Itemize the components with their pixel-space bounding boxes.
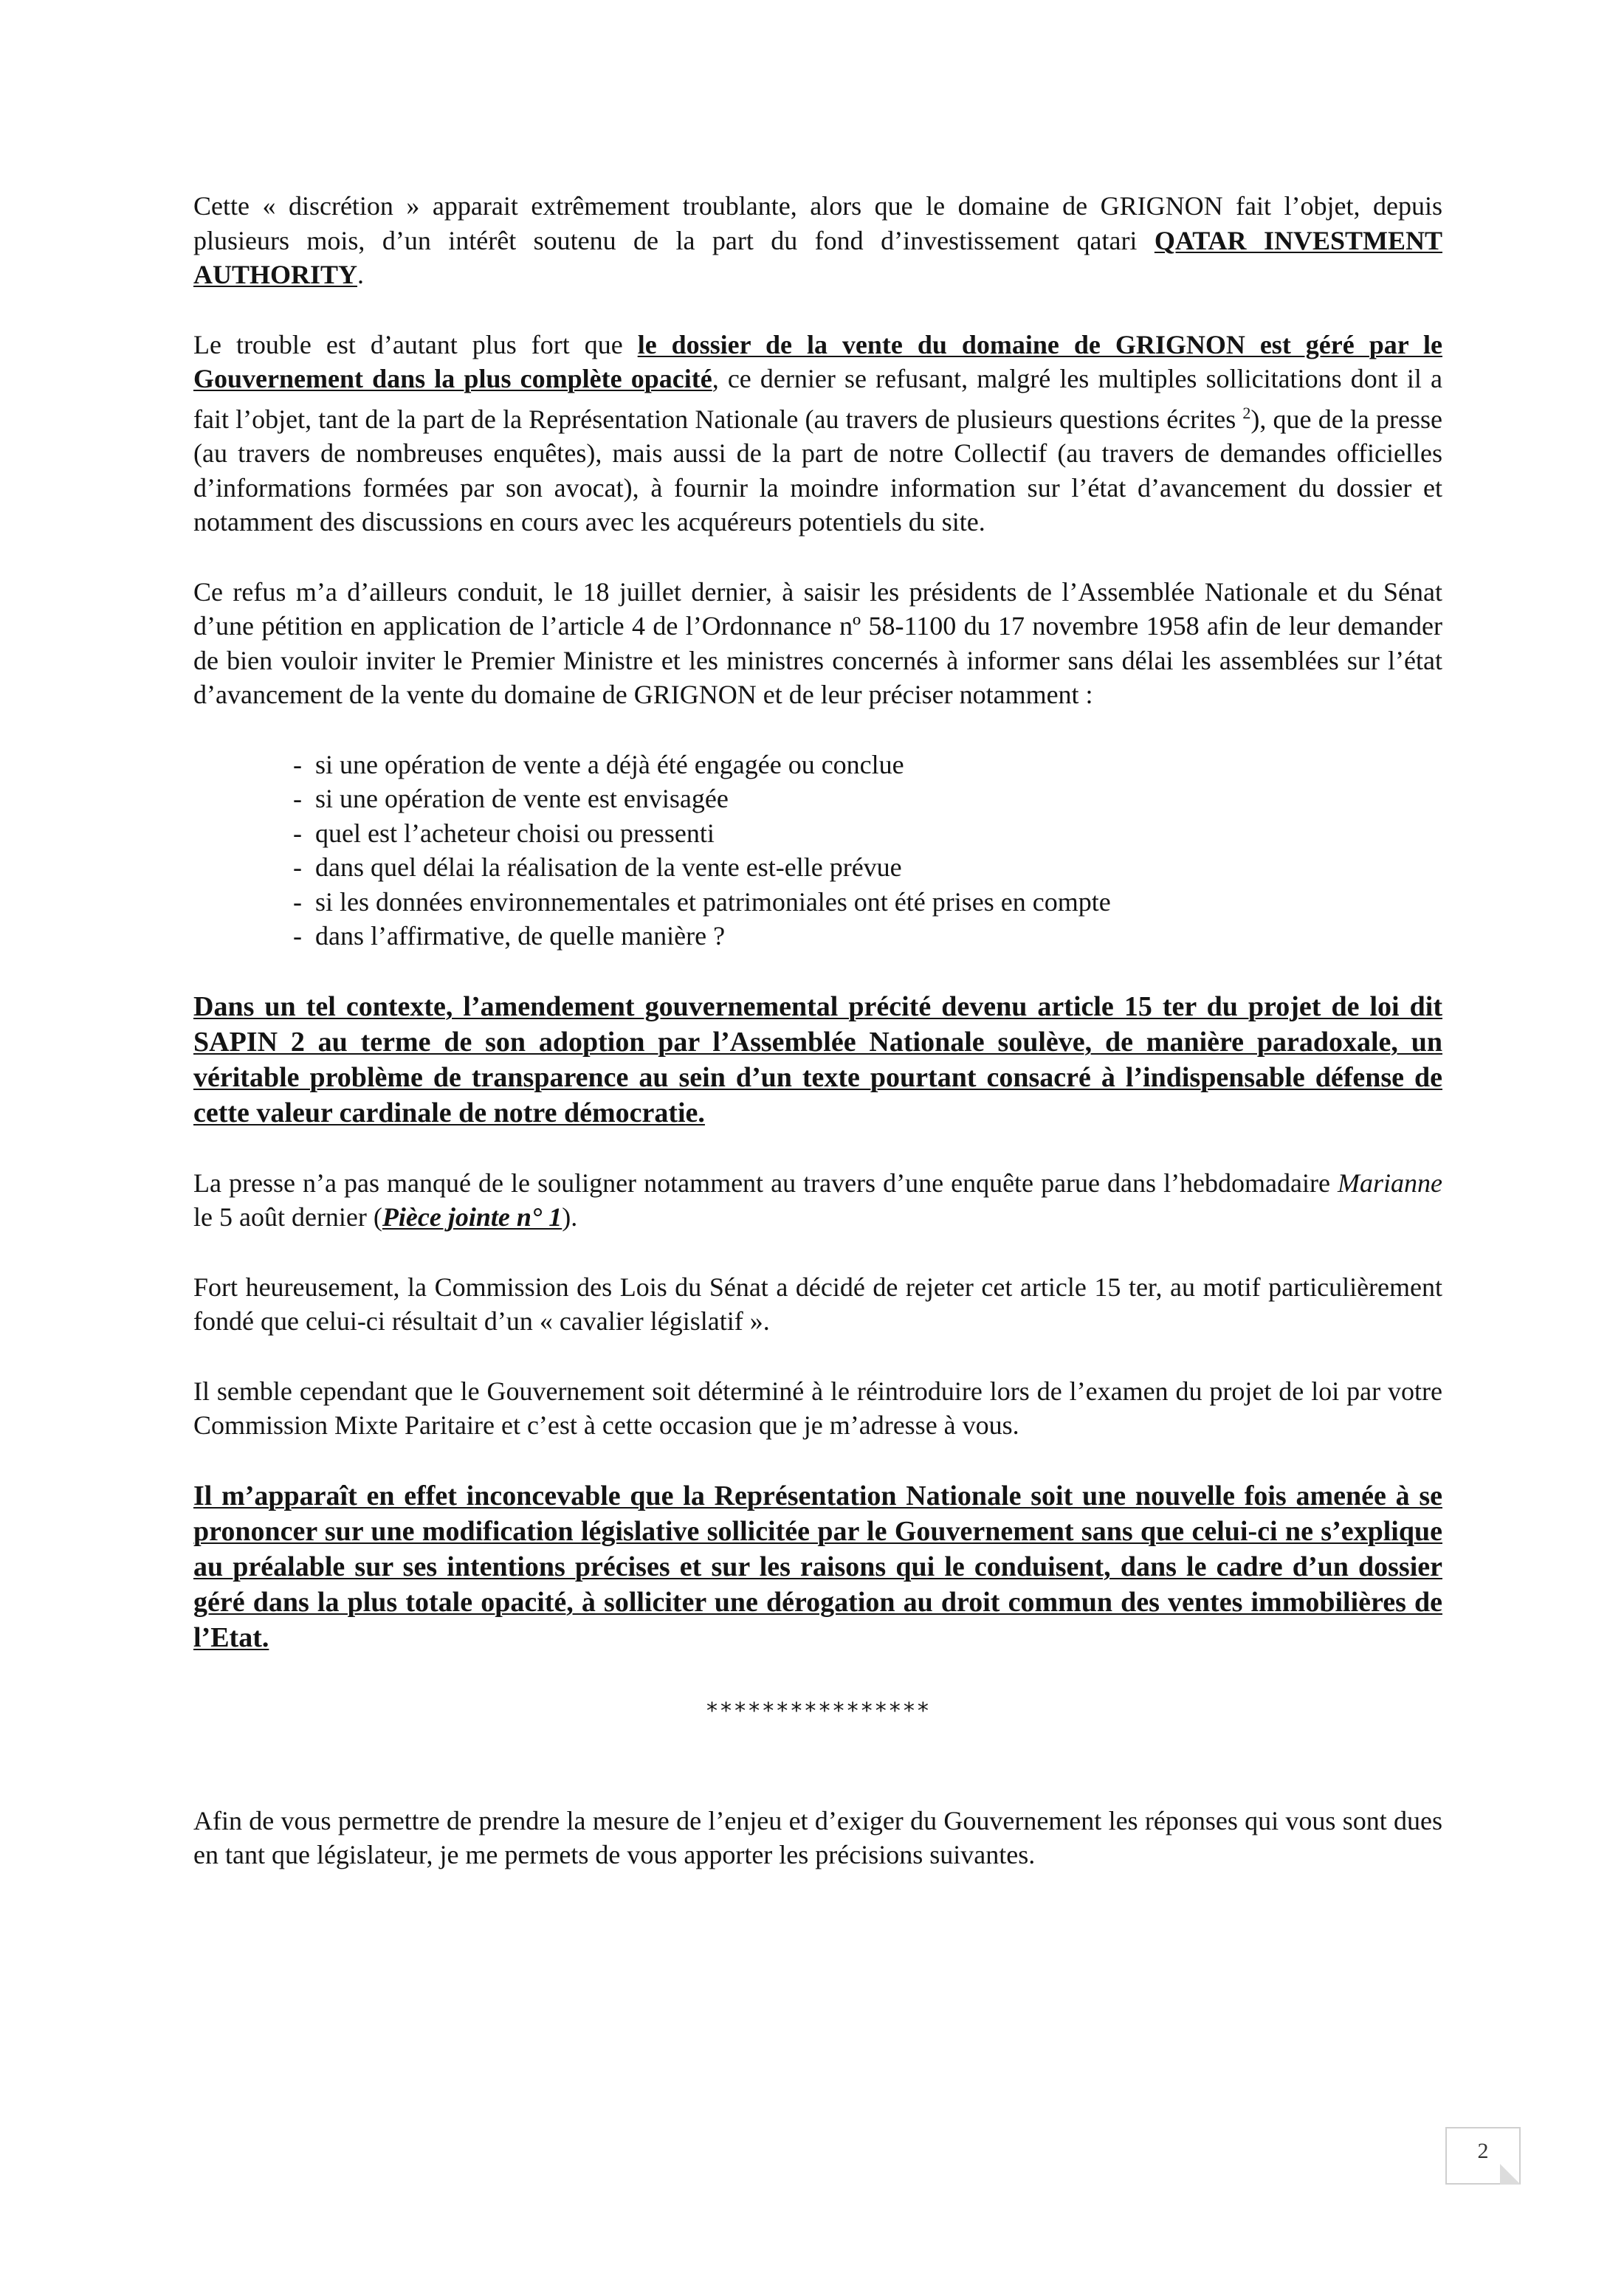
paragraph-qatar-interest: [193, 189, 1442, 292]
list-item: [193, 748, 1442, 782]
paragraph-text: ), que de la presse (au travers de nombreuses enquêtes), mais aussi de la part de notre Collectif (au travers de demandes officielles d’informations formées par son avocat), à fournir la moindre information sur l’état d’avancement du dossier et notamment des discussions en cours avec les acquéreurs potentiels du site.: [193, 404, 1442, 537]
list-item: [193, 919, 1442, 954]
page-number: 2: [1477, 2139, 1489, 2163]
emphasis-text: le dossier de la vente du domaine de GRIGNON est géré par le Gouvernement dans la plus complète opacité: [193, 329, 1442, 393]
paragraph-text: ).: [562, 1202, 578, 1232]
paragraph-text: Cette « discrétion » apparait extrêmement troublante, alors que le domaine de GRIGNON fait l’objet, depuis plusieurs mois, d’un intérêt soutenu de la part du fond d’investissement qatari: [193, 191, 1442, 255]
list-dash: -: [293, 886, 302, 917]
paragraph-press: [193, 1166, 1442, 1235]
list-item: [193, 885, 1442, 920]
question-list: [193, 748, 1442, 954]
paragraph-sapin-context: Dans un tel contexte, l’amendement gouvernemental précité devenu article 15 ter du projet de loi dit SAPIN 2 au terme de son adoption par l’Assemblée Nationale soulève, de manière paradoxale, un véritable problème de transparence au sein d’un texte pourtant consacré à l’indispensable défense de cette valeur cardinale de notre démocratie.: [193, 990, 1442, 1128]
paragraph-text: , ce dernier se refusant, malgré les multiples sollicitations dont il a fait l’objet, tant de la part de la Représentation Nationale (au travers de plusieurs questions écrites: [193, 364, 1442, 434]
paragraph-opacity: [193, 328, 1442, 539]
list-dash: -: [293, 921, 302, 951]
section-separator: ****************: [705, 1697, 931, 1724]
list-item: [193, 782, 1442, 816]
paragraph-text: le 5 août dernier (: [193, 1202, 382, 1232]
list-dash: -: [293, 784, 302, 813]
document-page: [193, 189, 1442, 1872]
paragraph-text: Le trouble est d’autant plus fort que: [193, 329, 638, 359]
list-item-text: si une opération de vente est envisagée: [315, 784, 729, 813]
page-number-box: [1445, 2127, 1521, 2185]
paragraph-senate-rejection: Fort heureusement, la Commission des Lois du Sénat a décidé de rejeter cet article 15 ter, au motif particulièrement fondé que celui-ci résultait d’un « cavalier législatif ».: [193, 1272, 1442, 1336]
paragraph-inconceivable: Il m’apparaît en effet inconcevable que la Représentation Nationale soit une nouvelle fois amenée à se prononcer sur une modification législative sollicitée par le Gouvernement sans que celui-ci ne s’explique au préalable sur ses intentions précises et sur les raisons qui le conduisent, dans le cadre d’un dossier géré dans la plus totale opacité, à solliciter une dérogation au droit commun des ventes immobilières de l’Etat.: [193, 1480, 1442, 1653]
paragraph-cmp: Il semble cependant que le Gouvernement soit déterminé à le réintroduire lors de l’examen du projet de loi par votre Commission Mixte Paritaire et c’est à cette occasion que je m’adresse à vous.: [193, 1376, 1442, 1440]
list-item: [193, 850, 1442, 885]
list-item-text: si les données environnementales et patrimoniales ont été prises en compte: [315, 886, 1111, 917]
list-item: [193, 816, 1442, 851]
publication-name: Marianne: [1338, 1168, 1442, 1198]
footnote-ref: 2: [1242, 403, 1251, 422]
list-item-text: dans l’affirmative, de quelle manière ?: [315, 921, 726, 951]
paragraph-petition: Ce refus m’a d’ailleurs conduit, le 18 juillet dernier, à saisir les présidents de l’Assemblée Nationale et du Sénat d’une pétition en application de l’article 4 de l’Ordonnance nº 58-1100 du 17 novembre 1958 afin de leur demander de bien vouloir inviter le Premier Ministre et les ministres concernés à informer sans délai les assemblées sur l’état d’avancement de la vente du domaine de GRIGNON et de leur préciser notamment :: [193, 576, 1442, 709]
list-item-text: si une opération de vente a déjà été engagée ou conclue: [315, 749, 904, 779]
list-dash: -: [293, 818, 302, 848]
list-item-text: quel est l’acheteur choisi ou pressenti: [315, 818, 715, 848]
list-item-text: dans quel délai la réalisation de la vente est-elle prévue: [315, 852, 902, 882]
paragraph-closing: Afin de vous permettre de prendre la mesure de l’enjeu et d’exiger du Gouvernement les réponses qui vous sont dues en tant que législateur, je me permets de vous apporter les précisions suivantes.: [193, 1805, 1442, 1869]
paragraph-text: La presse n’a pas manqué de le souligner notamment au travers d’une enquête parue dans l’hebdomadaire: [193, 1168, 1338, 1198]
page-curl-corner: [1500, 2164, 1521, 2185]
emphasis-text: QATAR INVESTMENT AUTHORITY: [193, 225, 1442, 289]
paragraph-text: .: [357, 260, 365, 289]
list-dash: -: [293, 852, 302, 882]
attachment-reference: Pièce jointe n° 1: [382, 1202, 562, 1232]
list-dash: -: [293, 749, 302, 779]
